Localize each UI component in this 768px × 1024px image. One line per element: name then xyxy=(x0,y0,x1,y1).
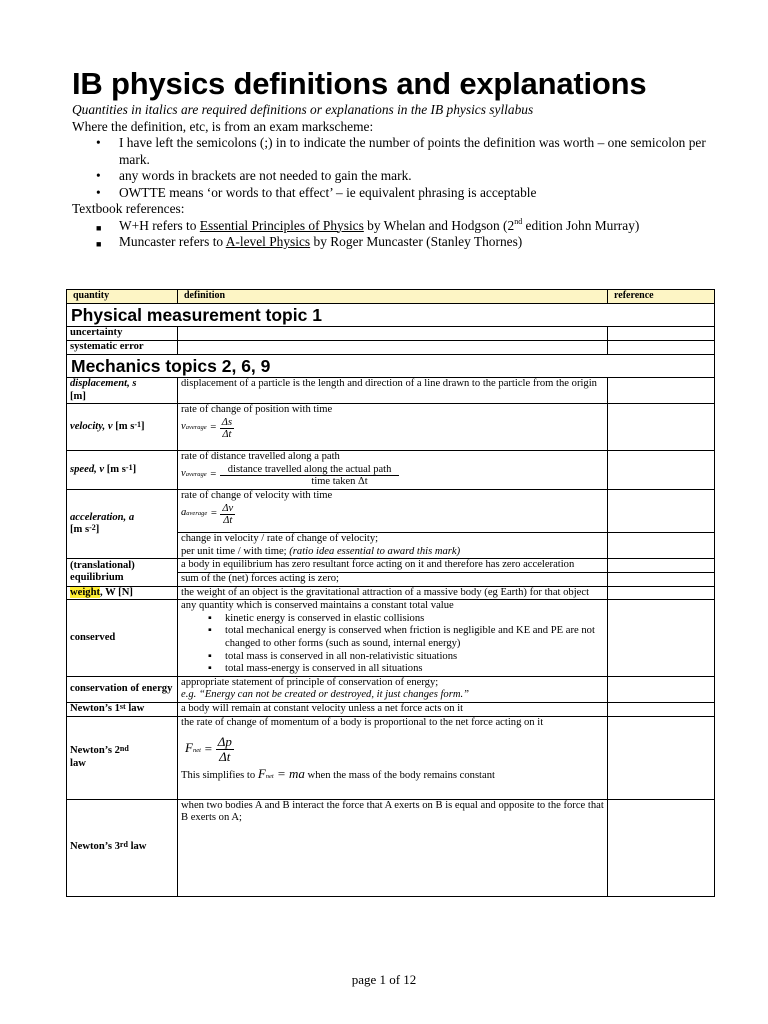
header-quantity: quantity xyxy=(67,290,178,304)
markscheme-list xyxy=(72,135,714,201)
list-item: • I have left the semicolons (;) in to indicate the number of points the definition was worth – one semicolon per mark. xyxy=(96,135,706,167)
list-item: ■ W+H refers to Essential Principles of Physics by Whelan and Hodgson (2nd edition John Murray) xyxy=(72,218,714,235)
page-title: IB physics definitions and explanations xyxy=(72,66,647,101)
table-row: weight, W [N] the weight of an object is the gravitational attraction of a massive body (eg Earth) for that object xyxy=(67,586,715,600)
table-row: velocity, v [m $s^{-1}$] rate of change of position with time vaverage = $\frac{\Delta s}{\Delta t}$ xyxy=(67,404,715,451)
page-number: page 1 of 12 xyxy=(351,972,417,987)
list-item: ■ Muncaster refers to A-level Physics by Roger Muncaster (Stanley Thornes) xyxy=(72,234,714,251)
table-row: acceleration, a [m $s^{-2}$] rate of change of velocity with time aaverage = $\frac{\Delta v}{\Delta t}$ xyxy=(67,490,715,533)
list-item: • any words in brackets are not needed to gain the mark. xyxy=(96,168,412,183)
highlighted-term: weight xyxy=(70,586,101,598)
square-bullet-icon: ■ xyxy=(96,239,102,249)
table-row: systematic error xyxy=(67,341,715,355)
bullet-icon: • xyxy=(96,168,101,183)
book-title: Essential Principles of Physics xyxy=(199,217,364,233)
acceleration-equation: aaverage = $\frac{\Delta v}{\Delta t}$ xyxy=(181,502,234,526)
velocity-equation: vaverage = $\frac{\Delta s}{\Delta t}$ xyxy=(181,416,233,440)
book-title: A-level Physics xyxy=(225,234,311,249)
section-row xyxy=(67,304,715,327)
table-row: conservation of energy appropriate statement of principle of conservation of energy; e.g. “Energy can not be created or destroyed, it just changes form.” xyxy=(67,676,715,702)
bullet-icon: • xyxy=(96,135,101,150)
textbook-list xyxy=(72,218,714,251)
italics-note: Quantities in italics are required definitions or explanations in the IB physics syllabus xyxy=(72,102,534,117)
table-row: conserved any quantity which is conserved maintains a constant total value ▪ kinetic energy is conserved in elastic collisions ▪ total mechanical energy is conserved when friction is negligible and KE and PE are not changed to other forms (such as sound, internal energy) ▪ total mass is conserved in all non-relativistic situations ▪ total mass-energy is conserved in all situations xyxy=(67,600,715,677)
table-row: Newton’s 3rd law when two bodies A and B interact the force that A exerts on B is equal and opposite to the force that B exerts on A; xyxy=(67,799,715,896)
section-title: Physical measurement topic 1 xyxy=(67,304,715,327)
markscheme-heading: Where the definition, etc, is from an exam markscheme: xyxy=(72,118,374,134)
speed-equation: vaverage = $\frac{\text{distance travelled along the actual path}}{\text{time taken Δt}}$ xyxy=(181,464,604,487)
table-row: displacement, s [m] displacement of a particle is the length and direction of a line drawn to the particle from the origin xyxy=(67,378,715,404)
table-row: (translational) equilibrium a body in equilibrium has zero resultant force acting on it and therefore has zero acceleration xyxy=(67,559,715,573)
table-header-row xyxy=(67,290,715,304)
table-row: speed, v [m $s^{-1}$] rate of distance travelled along a path vaverage = $\frac{\text{distance travelled along the actual path}}{\text{time taken Δt}}$ xyxy=(67,451,715,490)
table-row: sum of the (net) forces acting is zero; xyxy=(67,572,715,586)
square-bullet-icon: ■ xyxy=(96,222,102,233)
table-row: Newton’s 2nd law the rate of change of momentum of a body is proportional to the net force acting on it Fnet = $\frac{\Delta p}{\Delta t}$ This simplifies to Fnet = ma when the mass of the body remains constant xyxy=(67,716,715,799)
section-row xyxy=(67,355,715,378)
table-row: change in velocity / rate of change of velocity; per unit time / with time; (ratio idea essential to award this mark) xyxy=(67,533,715,559)
intro xyxy=(72,102,714,251)
table-row: uncertainty xyxy=(67,327,715,341)
newton2-equation: Fnet = $\frac{\Delta p}{\Delta t}$ xyxy=(185,734,232,765)
header-definition: definition xyxy=(178,290,608,304)
section-title: Mechanics topics 2, 6, 9 xyxy=(67,355,715,378)
definitions-table xyxy=(66,289,715,897)
header-reference: reference xyxy=(608,290,715,304)
list-item: • OWTTE means ‘or words to that effect’ – ie equivalent phrasing is acceptable xyxy=(96,184,537,200)
table-row: Newton’s 1st law a body will remain at constant velocity unless a net force acts on it xyxy=(67,702,715,716)
textbook-heading: Textbook references: xyxy=(72,201,185,216)
bullet-icon: • xyxy=(96,184,101,200)
